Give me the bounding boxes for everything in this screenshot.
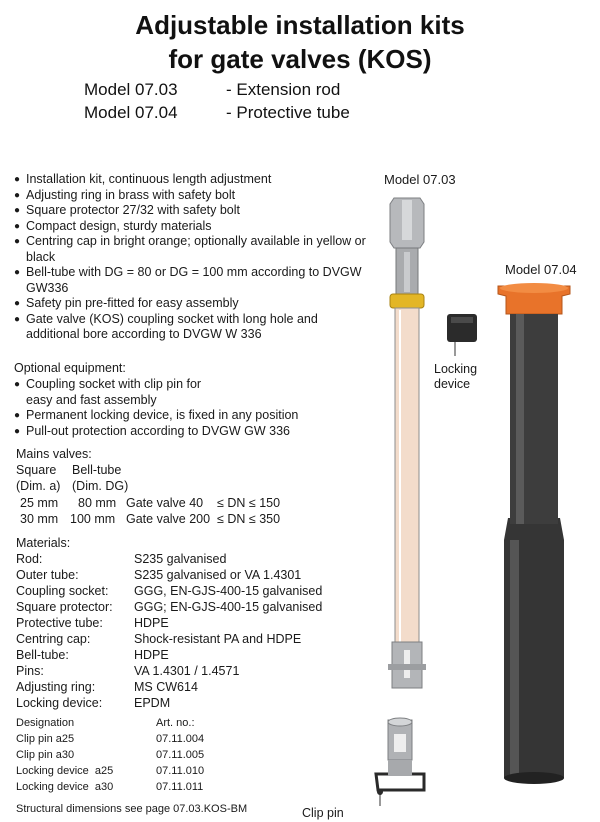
material-value: GGG, EN-GJS-400-15 galvanised — [134, 584, 323, 598]
materials-row — [16, 616, 356, 632]
mains-col2-subheader: (Dim. DG) — [72, 479, 129, 493]
page-title-line-1: Adjustable installation kits — [135, 10, 465, 40]
materials-table — [16, 552, 356, 712]
materials-row — [16, 568, 356, 584]
optional-item: ● Permanent locking device, is fixed in any position — [14, 408, 374, 424]
designation-cell: Clip pin a25 — [16, 733, 75, 745]
clip-pin-bracket — [376, 774, 424, 790]
extension-rod-illustration — [380, 192, 440, 702]
table-row — [16, 764, 276, 780]
square-protector-highlight — [402, 200, 412, 240]
designation-header-row — [16, 716, 276, 732]
feature-item: ● Square protector 27/32 with safety bolt — [14, 203, 374, 219]
designation-header: Designation — [16, 717, 75, 729]
outer-tube — [395, 308, 419, 648]
centring-cap-rim — [500, 283, 568, 293]
model-name-0703: - Extension rod — [226, 80, 341, 99]
material-value: MS CW614 — [134, 680, 198, 694]
table-row — [16, 748, 276, 764]
materials-row — [16, 552, 356, 568]
material-part: Square protector: — [16, 600, 113, 614]
material-part: Coupling socket: — [16, 584, 109, 598]
materials-row — [16, 648, 356, 664]
mains-col1-header: Square — [16, 463, 57, 477]
coupling-pin — [388, 664, 426, 670]
optional-item: ● Coupling socket with clip pin for easy and fast assembly — [14, 377, 216, 408]
mains-col1-subheader: (Dim. a) — [16, 479, 61, 493]
table-row — [16, 732, 276, 748]
material-value: HDPE — [134, 648, 169, 662]
clip-pin-head — [377, 789, 383, 795]
clip-pin-socket-window — [394, 734, 406, 752]
materials-row — [16, 680, 356, 696]
clip-pin-socket-top — [388, 718, 412, 726]
material-value: Shock-resistant PA and HDPE — [134, 632, 302, 646]
material-value: S235 galvanised or VA 1.4301 — [134, 568, 302, 582]
art-number-cell: 07.11.011 — [156, 781, 204, 793]
designation-cell: Locking device a25 — [16, 765, 114, 777]
mains-row-range: ≤ DN ≤ 150 — [217, 496, 281, 510]
feature-item: ● Installation kit, continuous length adjustment — [14, 172, 374, 188]
mains-row-bell: 100 mm — [70, 512, 116, 526]
feature-item: ● Gate valve (KOS) coupling socket with long hole and additional bore according to DVGW W 336 — [14, 312, 374, 343]
material-value: HDPE — [134, 616, 169, 630]
mains-row-range: ≤ DN ≤ 350 — [217, 512, 281, 526]
model-code-0703: Model 07.03 — [84, 80, 178, 99]
rod-coupling-slot — [404, 252, 410, 292]
materials-row — [16, 632, 356, 648]
material-part: Pins: — [16, 664, 44, 678]
footer-note: Structural dimensions see page 07.03.KOS-BM — [16, 803, 248, 815]
optional-list — [14, 377, 374, 439]
art-number-header: Art. no.: — [156, 717, 195, 729]
bell-tube-base — [504, 772, 564, 784]
clip-pin-body — [388, 760, 412, 776]
material-part: Centring cap: — [16, 632, 91, 646]
label-locking-device-1: Locking — [434, 362, 478, 376]
feature-list — [14, 172, 374, 343]
locking-device-illustration — [445, 312, 479, 356]
materials-row — [16, 600, 356, 616]
material-value: EPDM — [134, 696, 171, 710]
mains-row-desc: Gate valve 40 — [126, 496, 204, 510]
optional-item: ● Pull-out protection according to DVGW GW 336 — [14, 424, 374, 440]
material-value: S235 galvanised — [134, 552, 227, 566]
mains-row-bell: 80 mm — [78, 496, 117, 510]
materials-row — [16, 696, 356, 712]
art-number-cell: 07.11.010 — [156, 765, 205, 777]
feature-item: ● Compact design, sturdy materials — [14, 219, 374, 235]
model-name-0704: - Protective tube — [226, 103, 350, 122]
feature-item: ● Centring cap in bright orange; optionally available in yellow or black — [14, 234, 374, 265]
material-value: GGG; EN-GJS-400-15 galvanised — [134, 600, 323, 614]
mains-row-desc: Gate valve 200 — [126, 512, 211, 526]
designation-cell: Clip pin a30 — [16, 749, 75, 761]
label-model-0703: Model 07.03 — [384, 172, 456, 187]
material-value: VA 1.4301 / 1.4571 — [134, 664, 240, 678]
material-part: Protective tube: — [16, 616, 103, 630]
upper-tube-highlight — [516, 314, 524, 524]
materials-row — [16, 584, 356, 600]
art-number-cell: 07.11.004 — [156, 733, 205, 745]
optional-heading: Optional equipment: — [14, 361, 126, 375]
model-code-0704: Model 07.04 — [84, 103, 178, 122]
adjusting-ring — [390, 294, 424, 308]
material-part: Bell-tube: — [16, 648, 69, 662]
label-locking-device-2: device — [434, 377, 471, 391]
bell-tube-highlight — [510, 540, 519, 778]
designation-table — [16, 716, 276, 796]
material-part: Adjusting ring: — [16, 680, 96, 694]
feature-item: ● Bell-tube with DG = 80 or DG = 100 mm according to DVGW GW336 — [14, 265, 374, 296]
mains-col2-header: Bell-tube — [72, 463, 122, 477]
page-title-line-2: for gate valves (KOS) — [168, 44, 432, 74]
protective-tube-illustration — [490, 278, 578, 790]
mains-row-square: 25 mm — [20, 496, 59, 510]
art-number-cell: 07.11.005 — [156, 749, 205, 761]
material-part: Outer tube: — [16, 568, 79, 582]
mains-row-square: 30 mm — [20, 512, 59, 526]
mains-heading: Mains valves: — [16, 447, 92, 461]
designation-cell: Locking device a30 — [16, 781, 114, 793]
clip-pin-illustration — [370, 716, 430, 816]
material-part: Locking device: — [16, 696, 103, 710]
feature-item: ● Safety pin pre-fitted for easy assembly — [14, 296, 374, 312]
locking-device-highlight — [451, 317, 473, 323]
table-row — [16, 780, 276, 796]
label-clip-pin: Clip pin — [302, 806, 344, 820]
label-model-0704: Model 07.04 — [505, 262, 577, 277]
feature-item: ● Adjusting ring in brass with safety bolt — [14, 188, 374, 204]
materials-row — [16, 664, 356, 680]
material-part: Rod: — [16, 552, 43, 566]
materials-heading: Materials: — [16, 536, 71, 550]
